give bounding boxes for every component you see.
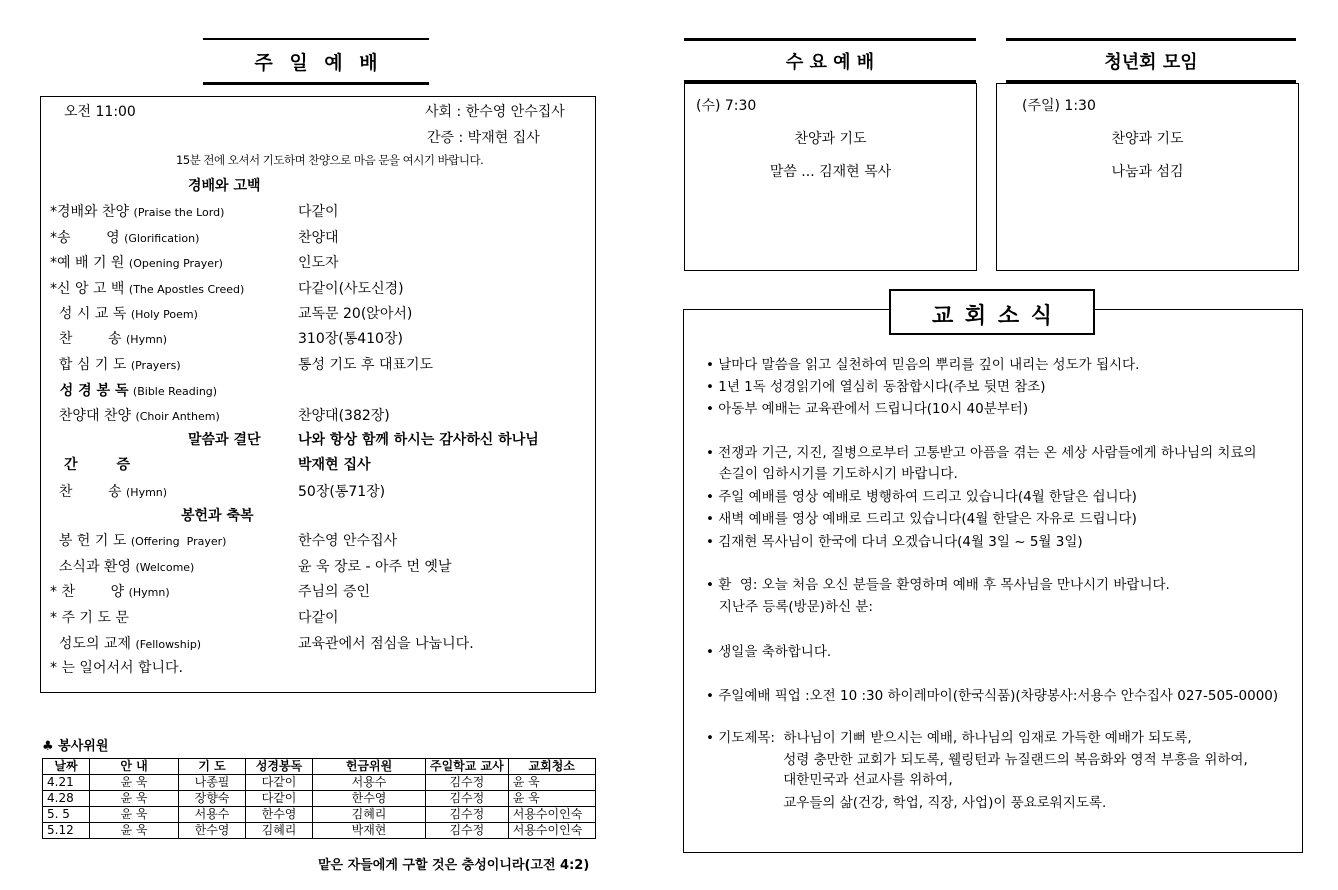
news-line: • 생일을 축하합니다. bbox=[706, 644, 832, 660]
table-cell: 5. 5 bbox=[43, 807, 90, 823]
order-item-english: (The Apostles Creed) bbox=[128, 283, 245, 296]
youth-time: (주일) 1:30 bbox=[1022, 98, 1096, 114]
news-line: 손길이 임하시기를 기도하시기 바랍니다. bbox=[706, 466, 958, 482]
youth-title-top-rule bbox=[1006, 38, 1296, 41]
table-cell: 김혜리 bbox=[313, 807, 426, 823]
table-cell: 다같이 bbox=[246, 791, 313, 807]
table-cell: 김수정 bbox=[426, 775, 509, 791]
news-line: 대한민국과 선교사를 위하여, bbox=[706, 772, 953, 788]
order-item-label bbox=[50, 581, 170, 604]
table-cell: 김수정 bbox=[426, 823, 509, 839]
table-cell: 윤 욱 bbox=[90, 807, 179, 823]
news-line: • 환 영: 오늘 처음 오신 분들을 환영하며 예배 후 목사님을 만나시기 바랍니다. bbox=[706, 577, 1170, 593]
order-item-label bbox=[50, 405, 220, 428]
order-item-english: (Praise the Lord) bbox=[133, 206, 225, 219]
order-item-label bbox=[50, 556, 194, 579]
section-worship: 경배와 고백 bbox=[188, 178, 261, 194]
order-item-english: (Choir Anthem) bbox=[135, 410, 220, 423]
order-item-english: (Holy Poem) bbox=[130, 308, 198, 321]
order-item-label bbox=[50, 252, 223, 275]
order-item-label bbox=[50, 303, 198, 326]
sunday-title-bottom-rule bbox=[203, 82, 429, 85]
news-line: • 주일 예배를 영상 예배로 병행하여 드리고 있습니다(4월 한달은 쉽니다) bbox=[706, 489, 1137, 505]
order-item-english: (Prayers) bbox=[130, 359, 181, 372]
order-item-english: (Welcome) bbox=[135, 561, 195, 574]
order-item-label bbox=[50, 278, 244, 301]
news-title: 교 회 소 식 bbox=[932, 304, 1052, 329]
order-item-label bbox=[50, 201, 224, 224]
wednesday-line1: 찬양과 기도 bbox=[794, 131, 867, 147]
order-item-name: 봉 헌 기 도 bbox=[50, 533, 127, 549]
order-item-value: 통성 기도 후 대표기도 bbox=[298, 357, 434, 373]
table-cell: 5.12 bbox=[43, 823, 90, 839]
order-item-name: *예 배 기 원 bbox=[50, 255, 125, 271]
sunday-title-top-rule bbox=[203, 38, 429, 40]
arrival-notice: 15분 전에 오셔서 기도하며 찬양으로 마음 문을 여시기 바랍니다. bbox=[176, 153, 484, 167]
order-item-name: * 주 기 도 문 bbox=[50, 610, 129, 626]
table-cell: 김수정 bbox=[426, 807, 509, 823]
order-item-value: 인도자 bbox=[298, 255, 339, 271]
table-cell: 윤 욱 bbox=[508, 791, 595, 807]
sermon-title: 나와 항상 함께 하시는 감사하신 하나님 bbox=[298, 432, 539, 448]
table-row bbox=[43, 791, 596, 807]
table-cell: 김수정 bbox=[426, 791, 509, 807]
order-item-value: 310장(통410장) bbox=[298, 331, 403, 347]
volunteers-title: ♣ 봉사위원 bbox=[42, 739, 109, 754]
col-date: 날짜 bbox=[43, 759, 90, 775]
table-cell: 김혜리 bbox=[246, 823, 313, 839]
col-prayer: 기 도 bbox=[179, 759, 246, 775]
col-offering: 헌금위원 bbox=[313, 759, 426, 775]
table-cell: 박재현 bbox=[313, 823, 426, 839]
youth-line1: 찬양과 기도 bbox=[1111, 131, 1184, 147]
order-item-name: *신 앙 고 백 bbox=[50, 281, 125, 297]
standing-footnote: * 는 일어서서 합니다. bbox=[50, 660, 183, 676]
youth-title: 청년회 모임 bbox=[1104, 52, 1198, 73]
table-cell: 서용수 bbox=[313, 775, 426, 791]
order-item-value: 50장(통71장) bbox=[298, 484, 386, 500]
order-item-name: 찬 송 bbox=[50, 484, 122, 500]
order-item-label bbox=[50, 380, 217, 403]
order-item-name: *경배와 찬양 bbox=[50, 204, 130, 220]
news-line: • 기도제목: 하나님이 기뻐 받으시는 예배, 하나님의 임재로 가득한 예배가 되도록, bbox=[706, 730, 1192, 746]
order-item-english: (Glorification) bbox=[124, 232, 200, 245]
table-row bbox=[43, 823, 596, 839]
order-item-name: * 찬 양 bbox=[50, 584, 125, 600]
table-cell: 한수영 bbox=[313, 791, 426, 807]
wednesday-title: 수 요 예 배 bbox=[785, 52, 875, 73]
table-cell: 4.28 bbox=[43, 791, 90, 807]
news-line: • 주일예배 픽업 :오전 10 :30 하이레마이(한국식품)(차량봉사:서용수 안수집사 027-505-0000) bbox=[706, 688, 1279, 704]
news-line: 성령 충만한 교회가 되도록, 웰링턴과 뉴질랜드의 복음화와 영적 부흥을 위하여, bbox=[706, 752, 1248, 768]
news-line: • 아동부 예배는 교육관에서 드립니다(10시 40분부터) bbox=[706, 401, 1029, 417]
table-cell: 한수영 bbox=[246, 807, 313, 823]
table-cell: 서용수 bbox=[179, 807, 246, 823]
testimony-speaker: 간증 : 박재현 집사 bbox=[427, 130, 540, 146]
wednesday-title-top-rule bbox=[684, 38, 976, 41]
order-item-english: (Bible Reading) bbox=[132, 385, 218, 398]
sunday-title: 주 일 예 배 bbox=[254, 52, 378, 74]
order-item-label bbox=[50, 227, 199, 250]
presider: 사회 : 한수영 안수집사 bbox=[425, 104, 565, 120]
order-item-english: (Offering Prayer) bbox=[130, 535, 227, 548]
order-item-value: 찬양대(382장) bbox=[298, 408, 390, 424]
table-cell: 윤 욱 bbox=[90, 775, 179, 791]
order-item-name: *송 영 bbox=[50, 230, 120, 246]
order-item-label bbox=[50, 354, 181, 377]
closing-verse: 맡은 자들에게 구할 것은 충성이니라(고전 4:2) bbox=[318, 858, 590, 873]
order-item-name: 찬양대 찬양 bbox=[50, 408, 131, 424]
table-cell: 나종필 bbox=[179, 775, 246, 791]
order-item-name: 성도의 교제 bbox=[50, 636, 131, 652]
order-item-label bbox=[50, 481, 167, 504]
table-cell: 한수영 bbox=[179, 823, 246, 839]
col-usher: 안 내 bbox=[90, 759, 179, 775]
news-line: 지난주 등록(방문)하신 분: bbox=[706, 599, 873, 615]
col-cleaning: 교회청소 bbox=[508, 759, 595, 775]
section-offering: 봉헌과 축복 bbox=[181, 508, 254, 524]
col-teacher: 주일학교 교사 bbox=[426, 759, 509, 775]
order-item-value: 주님의 증인 bbox=[298, 584, 371, 600]
order-item-label bbox=[50, 530, 226, 553]
order-item-name: 성 시 교 독 bbox=[50, 306, 127, 322]
wednesday-line2: 말씀 ... 김재현 목사 bbox=[769, 164, 892, 180]
table-cell: 4.21 bbox=[43, 775, 90, 791]
order-item-value: 교독문 20(앉아서) bbox=[298, 306, 413, 322]
news-line: 교우들의 삶(건강, 학업, 직장, 사업)이 풍요로워지도록. bbox=[706, 795, 1107, 811]
table-cell: 서용수이인숙 bbox=[508, 807, 595, 823]
testimony-label: 간 증 bbox=[64, 457, 131, 473]
order-item-value: 다같이 bbox=[298, 204, 339, 220]
table-cell: 서용수이인숙 bbox=[508, 823, 595, 839]
volunteers-table bbox=[42, 758, 596, 839]
testimony-name: 박재현 집사 bbox=[298, 457, 371, 473]
order-item-english: (Opening Prayer) bbox=[128, 257, 223, 270]
news-line: • 날마다 말씀을 읽고 실천하여 믿음의 뿌리를 깊이 내리는 성도가 됩시다. bbox=[706, 357, 1140, 373]
table-row bbox=[43, 775, 596, 791]
table-cell: 윤 욱 bbox=[508, 775, 595, 791]
order-item-value: 다같이(사도신경) bbox=[298, 281, 404, 297]
order-item-english: (Hymn) bbox=[126, 486, 168, 499]
order-item-value: 찬양대 bbox=[298, 230, 339, 246]
order-item-english: (Fellowship) bbox=[135, 638, 202, 651]
order-item-name: 합 심 기 도 bbox=[50, 357, 127, 373]
order-item-english: (Hymn) bbox=[126, 333, 168, 346]
volunteers-header-row bbox=[43, 759, 596, 775]
table-cell: 윤 욱 bbox=[90, 791, 179, 807]
table-cell: 윤 욱 bbox=[90, 823, 179, 839]
service-time: 오전 11:00 bbox=[64, 104, 136, 120]
news-line: • 1년 1독 성경읽기에 열심히 동참합시다(주보 뒷면 참조) bbox=[706, 379, 1046, 395]
news-line: • 새벽 예배를 영상 예배로 드리고 있습니다(4월 한달은 자유로 드립니다) bbox=[706, 511, 1137, 527]
order-item-value: 윤 욱 장로 - 아주 먼 옛날 bbox=[298, 559, 452, 575]
order-item-english: (Hymn) bbox=[128, 586, 170, 599]
order-item-value: 다같이 bbox=[298, 610, 339, 626]
news-line: • 김재현 목사님이 한국에 다녀 오겠습니다(4월 3일 ~ 5월 3일) bbox=[706, 534, 1083, 550]
youth-line2: 나눔과 섬김 bbox=[1111, 164, 1184, 180]
table-cell: 다같이 bbox=[246, 775, 313, 791]
table-cell: 장향숙 bbox=[179, 791, 246, 807]
news-line: • 전쟁과 기근, 지진, 질병으로부터 고통받고 아픔을 겪는 온 세상 사람들에게 하나님의 치료의 bbox=[706, 445, 1257, 461]
order-item-label bbox=[50, 607, 133, 630]
order-item-name: 찬 송 bbox=[50, 331, 122, 347]
wednesday-time: (수) 7:30 bbox=[696, 98, 757, 114]
order-item-label bbox=[50, 328, 167, 351]
col-reading: 성경봉독 bbox=[246, 759, 313, 775]
order-item-name: 소식과 환영 bbox=[50, 559, 131, 575]
order-item-label bbox=[50, 633, 201, 656]
table-row bbox=[43, 807, 596, 823]
section-word: 말씀과 결단 bbox=[188, 432, 261, 448]
order-item-value: 한수영 안수집사 bbox=[298, 533, 398, 549]
order-item-name: 성 경 봉 독 bbox=[50, 383, 129, 399]
order-item-value: 교육관에서 점심을 나눕니다. bbox=[298, 636, 474, 652]
